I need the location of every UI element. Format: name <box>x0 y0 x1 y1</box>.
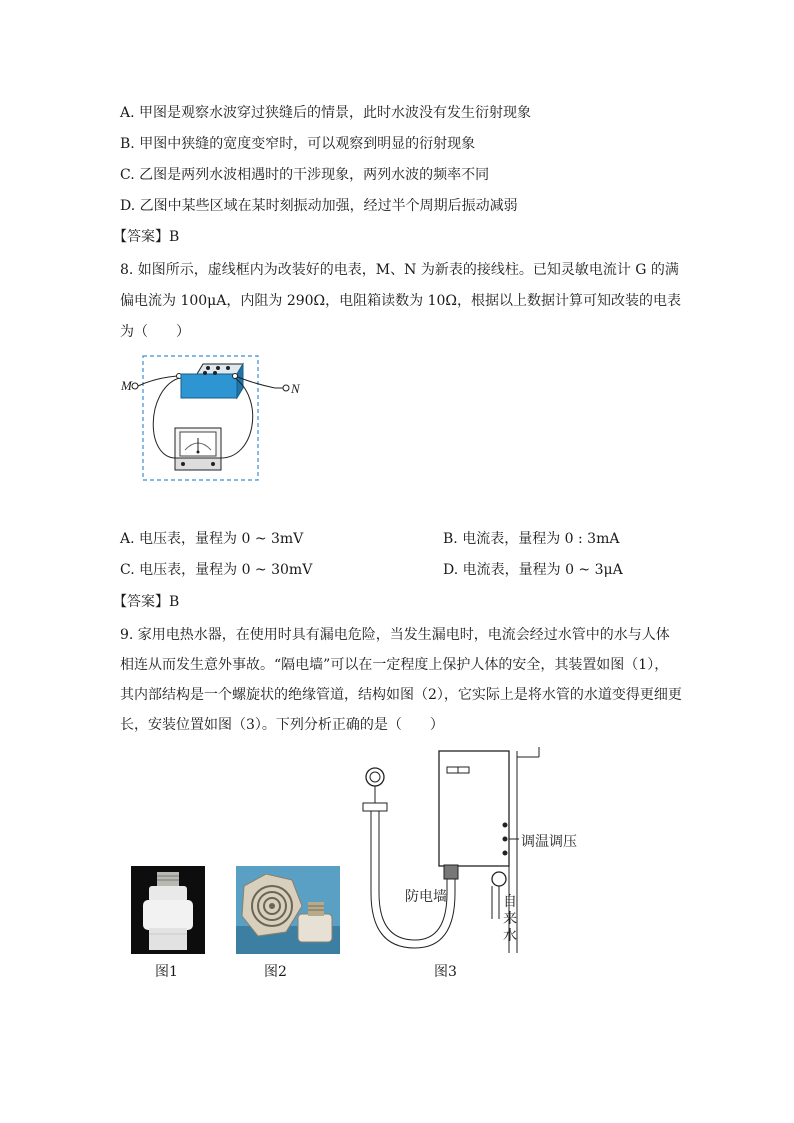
q8-stem-line-3: 为（ ） <box>120 324 190 340</box>
q7-option-a: A. 甲图是观察水波穿过狭缝后的情景，此时水波没有发生衍射现象 <box>120 105 532 121</box>
fig1-photo <box>131 866 205 954</box>
q9-stem-line-2: 相连从而发生意外事故。“隔电墙”可以在一定程度上保护人体的安全，其装置如图（1）， <box>120 657 669 673</box>
q8-answer-value: B <box>169 594 180 610</box>
terminal-n-label: N <box>291 381 300 396</box>
q7-option-c: C. 乙图是两列水波相遇时的干涉现象，两列水波的频率不同 <box>120 167 490 183</box>
q8-option-a: A. 电压表，量程为 0 ~ 3mV <box>120 531 304 547</box>
q8-option-c: C. 电压表，量程为 0 ~ 30mV <box>120 562 313 578</box>
q9-stem-line-4: 长，安装位置如图（3）。下列分析正确的是（ ） <box>120 717 444 733</box>
water-heater <box>439 751 509 866</box>
q8-stem-line-1: 8. 如图所示，虚线框内为改装好的电表，M、N 为新表的接线柱。已知灵敏电流计 G 的满 <box>120 262 679 278</box>
terminal-m <box>132 383 138 389</box>
q8-option-b: B. 电流表，量程为 0 : 3mA <box>443 531 620 547</box>
q8-option-d: D. 电流表，量程为 0 ~ 3μA <box>443 562 623 578</box>
q8-circuit-figure <box>115 350 305 490</box>
q8-answer <box>113 593 179 611</box>
q7-answer-value: B <box>169 229 180 245</box>
temperature-control-label: 调温调压 <box>521 834 577 850</box>
fig1-caption: 图1 <box>155 964 178 980</box>
q9-stem-line-3: 其内部结构是一个螺旋状的绝缘管道，结构如图（2），它实际上是将水管的水道变得更细更 <box>120 687 682 703</box>
q7-option-d: D. 乙图中某些区域在某时刻振动加强，经过半个周期后振动减弱 <box>120 198 518 214</box>
fig3-caption: 图3 <box>434 964 457 980</box>
isolation-wall-label: 防电墙 <box>405 889 447 905</box>
q7-answer-label: 【答案】 <box>113 229 169 245</box>
q9-stem-line-1: 9. 家用电热水器，在使用时具有漏电危险，当发生漏电时，电流会经过水管中的水与人体 <box>120 627 670 643</box>
resistance-box <box>181 374 237 398</box>
tap-water-label-3: 水 <box>503 928 517 944</box>
fig2-caption: 图2 <box>264 964 287 980</box>
fig3-diagram <box>355 743 615 968</box>
q8-stem-line-2: 偏电流为 100μA，内阻为 290Ω，电阻箱读数为 10Ω，根据以上数据计算可知改装的电表 <box>120 293 682 309</box>
tap-water-label-2: 来 <box>503 911 517 927</box>
terminal-n <box>283 385 289 391</box>
q7-answer <box>113 228 179 246</box>
tap-water-label-1: 自 <box>503 894 517 910</box>
isolation-wall <box>444 865 458 879</box>
fig2-photo <box>236 866 340 954</box>
terminal-m-label: M <box>121 378 132 393</box>
inlet-valve <box>492 872 506 886</box>
q7-option-b: B. 甲图中狭缝的宽度变窄时，可以观察到明显的衍射现象 <box>120 136 476 152</box>
q8-answer-label: 【答案】 <box>113 594 169 610</box>
